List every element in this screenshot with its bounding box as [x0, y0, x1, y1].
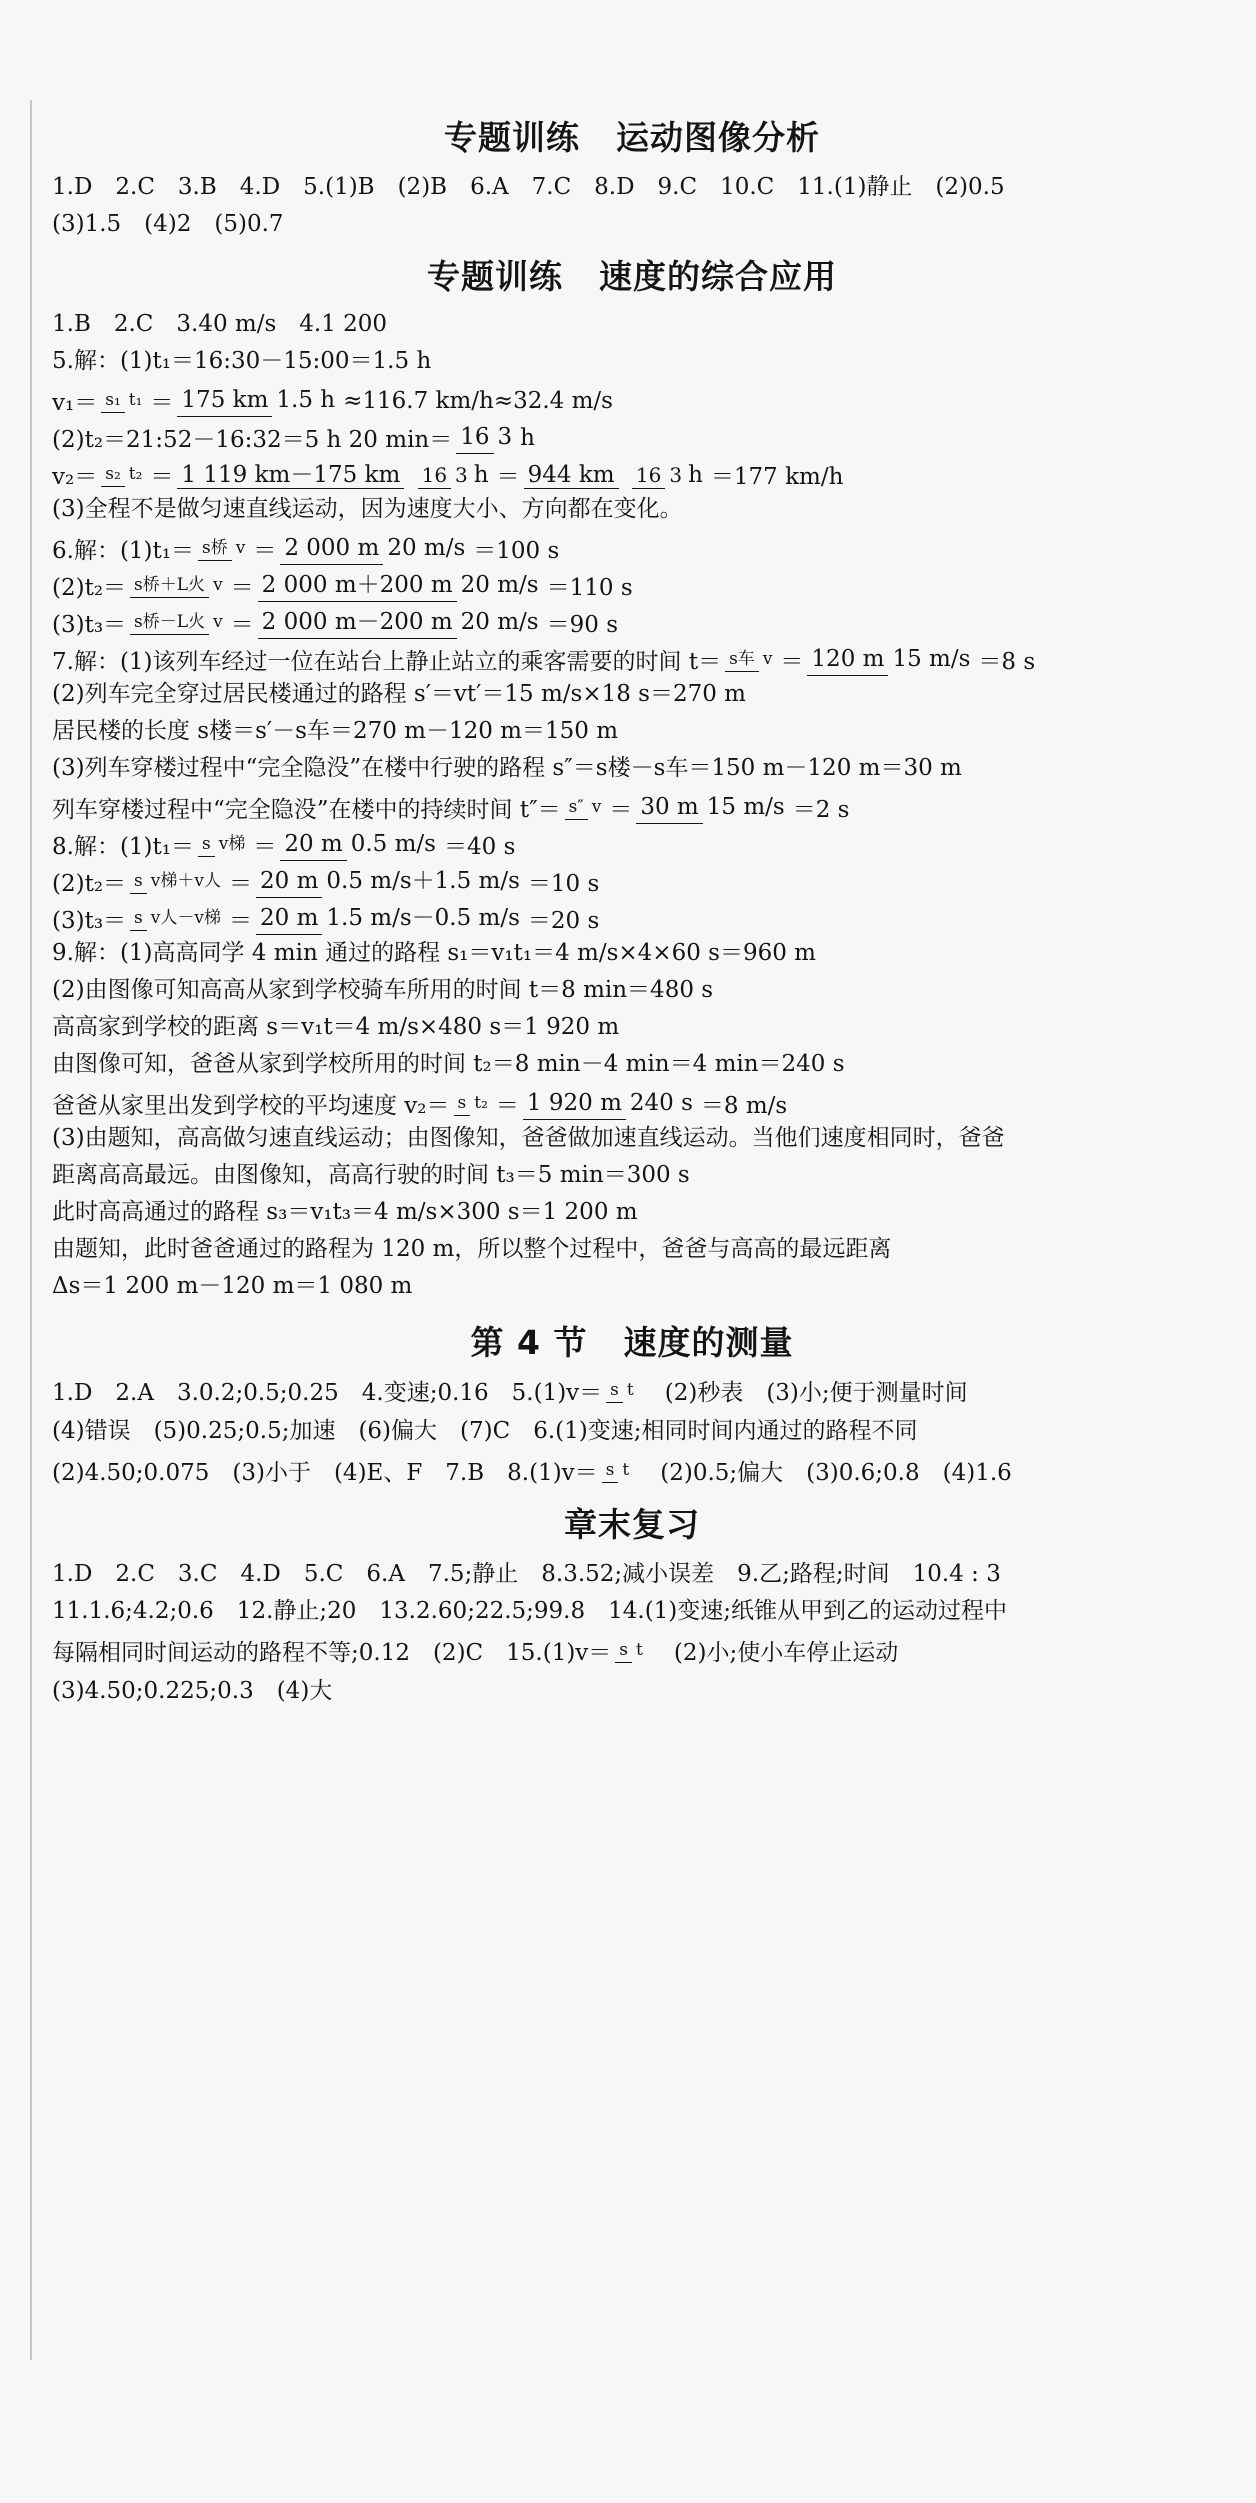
equation-text: ＝ [780, 649, 804, 675]
fraction [130, 906, 225, 931]
fraction [606, 1378, 638, 1403]
denominator: v梯＋v人 [150, 871, 221, 891]
equation-text: h [520, 424, 535, 451]
fraction [130, 869, 225, 894]
numerator: 175 km [177, 386, 272, 417]
denominator: v人－v梯 [150, 908, 221, 928]
answer-line: 距离高高最远。由图像知，高高行驶的时间 t₃＝5 min＝300 s [52, 1162, 690, 1188]
denominator: t₁ [128, 390, 143, 410]
equation-row [52, 643, 1212, 676]
denominator: 0.5 m/s＋1.5 m/s [326, 868, 520, 894]
numerator: 2 000 m [280, 534, 383, 565]
answer-line: 高高家到学校的距离 s＝v₁t＝4 m/s×480 s＝1 920 m [52, 1014, 620, 1040]
denominator [626, 460, 707, 489]
fraction [256, 865, 524, 898]
numerator: s [130, 871, 147, 894]
fraction [258, 606, 543, 639]
section-title: 专题训练 [427, 257, 563, 296]
equation-text: (2)t₂＝ [52, 575, 127, 601]
equation-row [52, 1634, 1212, 1667]
equation-text: ＝8 s [978, 649, 1036, 675]
equation-row [52, 902, 1212, 935]
equation-text: ≈116.7 km/h≈32.4 m/s [343, 387, 613, 414]
equation-text: h [473, 461, 489, 488]
numerator: 16 [418, 464, 451, 489]
answer-line: 1.D 2.C 3.C 4.D 5.C 6.A 7.5;静止 8.3.52;减小误差 9.乙;路程;时间 10.4 : 3 [52, 1561, 1001, 1587]
answer-line: (3)4.50;0.225;0.3 (4)大 [52, 1678, 333, 1704]
equation-text: 列车穿楼过程中“完全隐没”在楼中的持续时间 t″＝ [52, 797, 561, 823]
equation-text: 爸爸从家里出发到学校的平均速度 v₂＝ [52, 1093, 450, 1119]
numerator: s桥－L火 [130, 612, 209, 635]
equation-text: ＝ [150, 464, 174, 490]
equation-text: (3)t₃＝ [52, 908, 127, 934]
equation-text: (2)t₂＝ [52, 871, 127, 897]
equation-text: ＝100 s [473, 538, 560, 564]
numerator: 16 [456, 423, 493, 454]
section-heading-speed-measurement [52, 1317, 1212, 1364]
equation-text: ＝10 s [527, 871, 600, 897]
equation-text: ＝2 s [792, 797, 850, 823]
equation-text: ＝ [230, 575, 254, 601]
fraction [454, 1091, 492, 1116]
equation-text: ＝40 s [444, 834, 516, 860]
numerator: s″ [565, 797, 588, 820]
fraction [198, 832, 249, 857]
section-heading-speed-application [52, 251, 1212, 298]
numerator: s [606, 1380, 623, 1403]
equation-text: ＝110 s [546, 575, 633, 601]
denominator: 3 [497, 424, 513, 450]
denominator: 15 m/s [706, 794, 785, 820]
binding-margin-line [30, 100, 32, 2360]
fraction [565, 795, 606, 820]
equation-row [52, 828, 1212, 861]
numerator: s [454, 1093, 471, 1116]
answer-line: 由题知，此时爸爸通过的路程为 120 m，所以整个过程中，爸爸与高高的最远距离 [52, 1236, 892, 1262]
equation-text: ＝ [230, 612, 254, 638]
numerator: 944 km [524, 464, 619, 489]
denominator: v [235, 538, 246, 558]
equation-text: ＝ [609, 797, 633, 823]
numerator: 1 920 m [523, 1089, 626, 1120]
answer-line: (3)全程不是做匀速直线运动，因为速度大小、方向都在变化。 [52, 496, 683, 522]
answer-line: (4)错误 (5)0.25;0.5;加速 (6)偏大 (7)C 6.(1)变速;相同时间内通过的路程不同 [52, 1418, 918, 1444]
section-heading-chapter-review [52, 1499, 1212, 1546]
numerator: 1 119 km－175 km [177, 464, 404, 489]
answer-line: 5.解：(1)t₁＝16:30－15:00＝1.5 h [52, 348, 432, 374]
equation-row [52, 791, 1212, 824]
numerator: s桥＋L火 [130, 575, 209, 598]
fraction [198, 536, 249, 561]
denominator: 20 m/s [387, 535, 466, 561]
equation-text: ＝90 s [546, 612, 619, 638]
section-subtitle: 速度的测量 [623, 1323, 794, 1362]
equation-text: (2)0.5;偏大 (3)0.6;0.8 (4)1.6 [637, 1460, 1012, 1486]
fraction [258, 569, 543, 602]
equation-row [52, 458, 1212, 491]
answer-line: 此时高高通过的路程 s₃＝v₁t₃＝4 m/s×300 s＝1 200 m [52, 1199, 638, 1225]
answer-line: 居民楼的长度 s楼＝s′－s车＝270 m－120 m＝150 m [52, 718, 619, 744]
answer-line: 1.D 2.C 3.B 4.D 5.(1)B (2)B 6.A 7.C 8.D 9.C 10.C 11.(1)静止 (2)0.5 [52, 174, 1005, 200]
equation-row [52, 532, 1212, 565]
section-title: 章末复习 [564, 1505, 700, 1544]
denominator: t₂ [474, 1093, 488, 1113]
denominator: 1.5 h [276, 387, 336, 413]
denominator: 20 m/s [460, 572, 539, 598]
fraction [524, 460, 707, 489]
denominator: t₂ [128, 464, 143, 484]
fraction [177, 460, 492, 489]
denominator: 240 s [629, 1090, 693, 1116]
fraction [130, 610, 227, 635]
fraction [101, 388, 146, 413]
fraction [636, 791, 788, 824]
fraction [280, 828, 440, 861]
fraction [523, 1087, 697, 1120]
answer-line: (3)列车穿楼过程中“完全隐没”在楼中行驶的路程 s″＝s楼－s车＝150 m－120 m＝30 m [52, 755, 962, 781]
answer-line: (2)由图像可知高高从家到学校骑车所用的时间 t＝8 min＝480 s [52, 977, 714, 1003]
numerator: s₂ [101, 464, 125, 487]
denominator: 1.5 m/s－0.5 m/s [326, 905, 520, 931]
equation-text: ＝ [253, 834, 277, 860]
answer-content [52, 100, 1212, 1710]
equation-text: (2)t₂＝21:52－16:32＝5 h 20 min＝ [52, 427, 453, 453]
numerator: s [130, 908, 147, 931]
numerator: 2 000 m－200 m [258, 608, 457, 639]
denominator: t [622, 1460, 630, 1480]
denominator: 3 [669, 463, 683, 487]
fraction [130, 573, 227, 598]
denominator: v [762, 649, 773, 669]
equation-text: (2)秒表 (3)小;便于测量时间 [641, 1380, 968, 1406]
section-subtitle: 速度的综合应用 [599, 257, 837, 296]
fraction [456, 421, 516, 454]
denominator: v [213, 612, 223, 632]
numerator: 2 000 m＋200 m [258, 571, 457, 602]
fraction [280, 532, 469, 565]
numerator: s [602, 1460, 619, 1483]
numerator: s [615, 1640, 632, 1663]
equation-row [52, 1454, 1212, 1487]
section-subtitle: 运动图像分析 [616, 118, 820, 157]
equation-text: ＝ [229, 908, 252, 934]
equation-row [52, 1374, 1212, 1407]
denominator: v [213, 575, 223, 595]
equation-text: ＝ [253, 538, 277, 564]
equation-text: (2)4.50;0.075 (3)小于 (4)E、F 7.B 8.(1)v＝ [52, 1460, 598, 1486]
denominator: 20 m/s [460, 609, 539, 635]
equation-text: h [688, 461, 703, 488]
equation-text: ＝ [496, 464, 520, 490]
answer-line: 11.1.6;4.2;0.6 12.静止;20 13.2.60;22.5;99.8 14.(1)变速;纸锥从甲到乙的运动过程中 [52, 1598, 1008, 1624]
equation-text: v₂＝ [52, 464, 98, 490]
answer-line: Δs＝1 200 m－120 m＝1 080 m [52, 1273, 413, 1299]
equation-row [52, 865, 1212, 898]
equation-text: ＝20 s [527, 908, 600, 934]
numerator: 16 [632, 464, 665, 489]
denominator: 0.5 m/s [350, 831, 436, 857]
fraction [632, 462, 686, 489]
fraction [256, 902, 524, 935]
answer-line: (2)列车完全穿过居民楼通过的路程 s′＝vt′＝15 m/s×18 s＝270 m [52, 681, 746, 707]
numerator: s桥 [198, 538, 232, 561]
denominator: v梯 [218, 834, 246, 854]
fraction [177, 384, 339, 417]
equation-text: (3)t₃＝ [52, 612, 127, 638]
denominator: 15 m/s [892, 646, 971, 672]
answer-line: 9.解：(1)高高同学 4 min 通过的路程 s₁＝v₁t₁＝4 m/s×4×60 s＝960 m [52, 940, 816, 966]
denominator: 3 [455, 463, 468, 487]
equation-text: ＝ [495, 1093, 519, 1119]
equation-text: ＝ [229, 871, 252, 897]
equation-text: ＝8 m/s [700, 1093, 788, 1119]
numerator: 20 m [256, 867, 322, 898]
fraction [602, 1458, 634, 1483]
fraction [807, 643, 974, 676]
numerator: 20 m [280, 830, 346, 861]
answer-line: 1.B 2.C 3.40 m/s 4.1 200 [52, 311, 388, 337]
denominator: t [626, 1380, 634, 1400]
equation-row [52, 569, 1212, 602]
denominator [412, 460, 493, 489]
answer-line: (3)由题知，高高做匀速直线运动；由图像知，爸爸做加速直线运动。当他们速度相同时，爸爸 [52, 1125, 1005, 1151]
numerator: s₁ [101, 390, 125, 413]
numerator: s [198, 834, 215, 857]
equation-text: v₁＝ [52, 390, 98, 416]
equation-text: (2)小;使小车停止运动 [650, 1640, 899, 1666]
fraction [615, 1638, 647, 1663]
equation-text: 8.解：(1)t₁＝ [52, 834, 194, 860]
section-heading-motion-graph [52, 112, 1212, 159]
equation-row [52, 606, 1212, 639]
equation-text: 6.解：(1)t₁＝ [52, 538, 194, 564]
denominator: t [636, 1640, 643, 1660]
equation-text: 每隔相同时间运动的路程不等;0.12 (2)C 15.(1)v＝ [52, 1640, 612, 1666]
answer-line: (3)1.5 (4)2 (5)0.7 [52, 211, 284, 237]
fraction [725, 647, 776, 672]
fraction [101, 462, 146, 487]
equation-text: ＝ [150, 390, 174, 416]
equation-text: ＝177 km/h [710, 464, 844, 490]
answer-line: 由图像可知，爸爸从家到学校所用的时间 t₂＝8 min－4 min＝4 min＝240 s [52, 1051, 845, 1077]
equation-row [52, 384, 1212, 417]
numerator: 120 m [807, 645, 888, 676]
numerator: 20 m [256, 904, 322, 935]
numerator: s车 [725, 649, 759, 672]
equation-row [52, 421, 1212, 454]
numerator: 30 m [636, 793, 702, 824]
fraction [418, 462, 472, 489]
equation-row [52, 1087, 1212, 1120]
equation-text: 7.解：(1)该列车经过一位在站台上静止站立的乘客需要的时间 t＝ [52, 649, 722, 675]
section-title: 专题训练 [444, 118, 580, 157]
equation-text: 1.D 2.A 3.0.2;0.5;0.25 4.变速;0.16 5.(1)v＝ [52, 1380, 603, 1406]
section-title: 第 4 节 [470, 1323, 588, 1362]
denominator: v [591, 797, 602, 817]
